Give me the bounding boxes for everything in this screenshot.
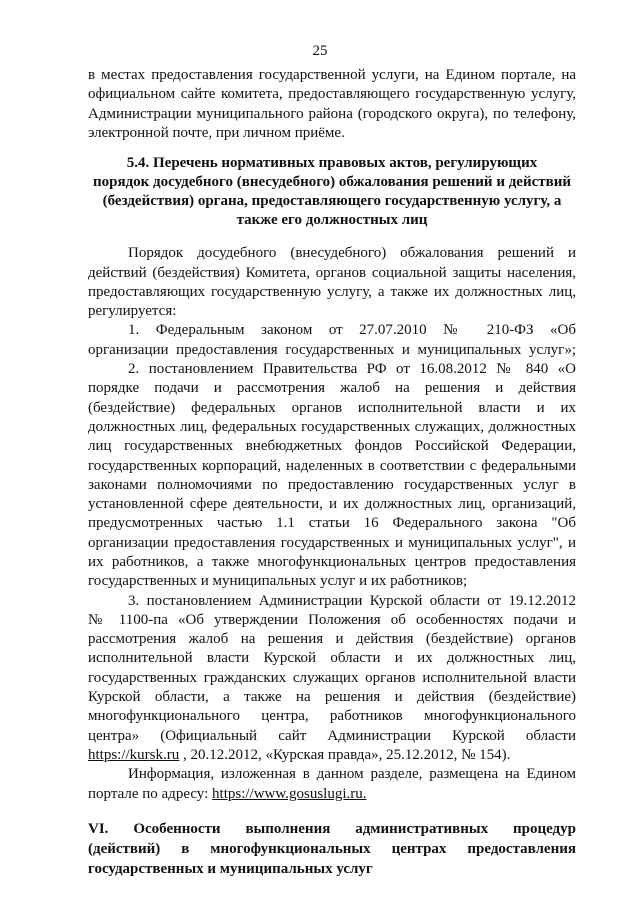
info-prefix-text: портале по адресу: — [88, 786, 213, 802]
item3-line: исполнительной власти Курской области и их должностных лиц, — [88, 650, 576, 666]
item2-line: установленной сфере деятельности, и их должностных лиц, организаций, — [88, 496, 576, 512]
item2-line: (бездействие) федеральных органов исполнительной власти и их — [88, 400, 576, 416]
item2-line: организации предоставления государственных и муниципальных услуг", и — [88, 535, 576, 551]
section-6-heading-line: (действий) в многофункциональных центрах предоставления — [88, 841, 576, 857]
item3-line: № 1100-па «Об утверждении Положения об особенностях подачи и — [88, 612, 576, 628]
item3-line: 3. постановлением Администрации Курской области от 19.12.2012 — [128, 593, 576, 609]
intro-line: официальном сайте комитета, предоставляющего государственную услугу, — [88, 86, 576, 102]
item1-line: 1. Федеральным законом от 27.07.2010 № 210-ФЗ «Об — [128, 322, 576, 338]
intro-line: Администрации муниципального района (городского округа), по телефону, — [88, 106, 576, 122]
section-5-4-heading-line: порядок досудебного (внесудебного) обжалования решений и действий — [92, 174, 572, 190]
item3-tail-text: , 20.12.2012, «Курская правда», 25.12.2012, № 154). — [179, 747, 511, 763]
item2-line: государственных и муниципальных услуг и их работников; — [88, 573, 468, 589]
item2-line: государственных корпораций, наделенных в соответствии с федеральными — [88, 458, 576, 474]
kursk-link[interactable]: https://kursk.ru — [88, 747, 180, 763]
item3-line: государственных гражданских служащих органов исполнительной власти — [88, 670, 576, 686]
para1-line: действий (бездействия) Комитета, органов социальной защиты населения, — [88, 265, 576, 281]
para1-line: регулируется: — [88, 303, 177, 319]
gosuslugi-link[interactable]: https://www.gosuslugi.ru. — [212, 786, 367, 802]
page-number: 25 — [312, 43, 328, 59]
item2-line: порядке подачи и рассмотрения жалоб на решения и действия — [88, 380, 576, 396]
section-6-heading-line: государственных и муниципальных услуг — [88, 861, 373, 877]
para1-line: предоставляющих государственную услугу, а также их должностных лиц, — [88, 284, 576, 300]
item2-line: 2. постановлением Правительства РФ от 16.08.2012 № 840 «О — [128, 361, 576, 377]
para1-line: Порядок досудебного (внесудебного) обжалования решений и — [128, 245, 576, 261]
info-line — [88, 785, 576, 804]
item1-line: организации предоставления государственных и муниципальных услуг»; — [88, 342, 576, 358]
section-5-4-heading-line: (бездействия) органа, предоставляющего государственную услугу, а — [102, 193, 562, 209]
section-6-heading-line: VI. Особенности выполнения административных процедур — [88, 821, 576, 837]
item3-link-line — [88, 746, 576, 765]
intro-line: электронной почте, при личном приёме. — [88, 125, 345, 141]
item3-line: центра» (Официальный сайт Администрации Курской области — [88, 728, 576, 744]
item2-line: должностных лиц, федеральных государственных служащих, должностных — [88, 419, 576, 435]
item2-line: предусмотренных частью 1.1 статьи 16 Федерального закона "Об — [88, 515, 576, 531]
intro-line: в местах предоставления государственной услуги, на Едином портале, на — [88, 67, 576, 83]
item2-line: законами полномочиями по предоставлению государственных услуг в — [88, 477, 576, 493]
item3-line: многофункционального центра, работников многофункционального — [88, 708, 576, 724]
item3-line: Курской области, а также на решения и действия (бездействие) — [88, 689, 576, 705]
item3-line: рассмотрения жалоб на решения и действия (бездействие) органов — [88, 631, 576, 647]
section-5-4-heading-line: также его должностных лиц — [236, 212, 428, 228]
section-5-4-heading-line: 5.4. Перечень нормативных правовых актов, регулирующих — [126, 155, 538, 171]
item2-line: лиц государственных внебюджетных фондов Российской Федерации, — [88, 438, 576, 454]
item2-line: их работников, а также многофункциональных центров предоставления — [88, 554, 576, 570]
info-line: Информация, изложенная в данном разделе, размещена на Едином — [128, 766, 576, 782]
